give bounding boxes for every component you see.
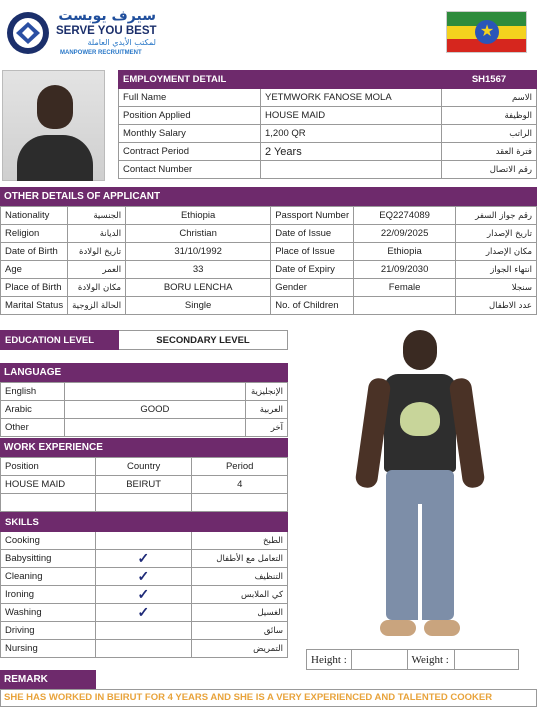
height-value — [351, 650, 407, 670]
education-table — [0, 330, 288, 350]
measurements-table — [306, 649, 519, 670]
detail-row: Age العمر 33 Date of Expiry 21/09/2030 انتهاء الجواز — [1, 261, 537, 279]
language-title: LANGUAGE — [0, 363, 288, 382]
detail-row: Religion الديانة Christian Date of Issue 22/09/2025 تاريخ الإصدار — [1, 225, 537, 243]
work-row: HOUSE MAID BEIRUT 4 — [1, 476, 288, 494]
check-icon: ✓ — [95, 568, 191, 586]
check-icon — [95, 640, 191, 658]
employment-row: Position Applied HOUSE MAID الوظيفة — [119, 107, 537, 125]
skill-row: Nursing التمريض — [1, 640, 288, 658]
employment-title: EMPLOYMENT DETAIL — [119, 71, 442, 89]
detail-row: Place of Birth مكان الولادة BORU LENCHA Gender Female سنجلا — [1, 279, 537, 297]
skills-title: SKILLS — [1, 513, 96, 532]
applicant-full-body-photo — [300, 324, 536, 646]
other-details-table — [0, 206, 537, 315]
logo-emblem-icon — [4, 10, 54, 56]
skill-row: Driving سائق — [1, 622, 288, 640]
skill-row: Ironing ✓ كي الملابس — [1, 586, 288, 604]
employment-ref: SH1567 — [442, 71, 537, 89]
remark-title: REMARK — [0, 670, 96, 689]
applicant-portrait-photo — [2, 70, 105, 181]
detail-row: Marital Status الحالة الزوجية Single No. of Children عدد الاطفال — [1, 297, 537, 315]
check-icon: ✓ — [95, 550, 191, 568]
employment-row: Contract Period 2 Years فترة العقد — [119, 143, 537, 161]
remark-box — [0, 689, 537, 707]
logo-name: SERVE YOU BEST — [56, 25, 157, 37]
employment-row: Monthly Salary 1,200 QR الراتب — [119, 125, 537, 143]
weight-value — [454, 650, 518, 670]
skill-row: Cleaning ✓ التنظيف — [1, 568, 288, 586]
skill-row: Cooking الطبخ — [1, 532, 288, 550]
employment-row: Contact Number رقم الاتصال — [119, 161, 537, 179]
other-details-title: OTHER DETAILS OF APPLICANT — [0, 187, 537, 206]
work-experience-table — [0, 457, 288, 512]
work-experience-title: WORK EXPERIENCE — [0, 438, 288, 457]
logo-arabic: سيرف يوبست — [58, 8, 156, 24]
skills-table — [0, 512, 288, 658]
company-logo — [4, 10, 164, 58]
height-label: Height : — [307, 650, 352, 670]
check-icon: ✓ — [95, 586, 191, 604]
check-icon — [95, 532, 191, 550]
work-header-row: Position Country Period — [1, 458, 288, 476]
ethiopia-flag-icon: ★ — [446, 11, 527, 53]
language-row: English الإنجليزية — [1, 383, 288, 401]
detail-row: Date of Birth تاريخ الولادة 31/10/1992 Place of Issue Ethiopia مكان الإصدار — [1, 243, 537, 261]
work-row — [1, 494, 288, 512]
education-title: EDUCATION LEVEL — [1, 331, 119, 350]
education-value: SECONDARY LEVEL — [119, 331, 288, 350]
logo-subtitle-ar: لمكتب الأيدي العاملة — [87, 38, 156, 47]
remark-text: SHE HAS WORKED IN BEIRUT FOR 4 YEARS AND SHE IS A VERY EXPERIENCED AND TALENTED COOKER — [4, 692, 493, 703]
employment-detail-table — [118, 70, 537, 179]
language-table — [0, 382, 288, 437]
detail-row: Nationality الجنسية Ethiopia Passport Number EQ2274089 رقم جواز السفر — [1, 207, 537, 225]
logo-subtitle-en: MANPOWER RECRUITMENT — [60, 50, 142, 56]
language-row: Arabic GOOD العربية — [1, 401, 288, 419]
skill-row: Washing ✓ الغسيل — [1, 604, 288, 622]
language-row: Other آخر — [1, 419, 288, 437]
weight-label: Weight : — [407, 650, 454, 670]
check-icon — [95, 622, 191, 640]
employment-row: Full Name YETMWORK FANOSE MOLA الاسم — [119, 89, 537, 107]
skill-row: Babysitting ✓ التعامل مع الأطفال — [1, 550, 288, 568]
check-icon: ✓ — [95, 604, 191, 622]
